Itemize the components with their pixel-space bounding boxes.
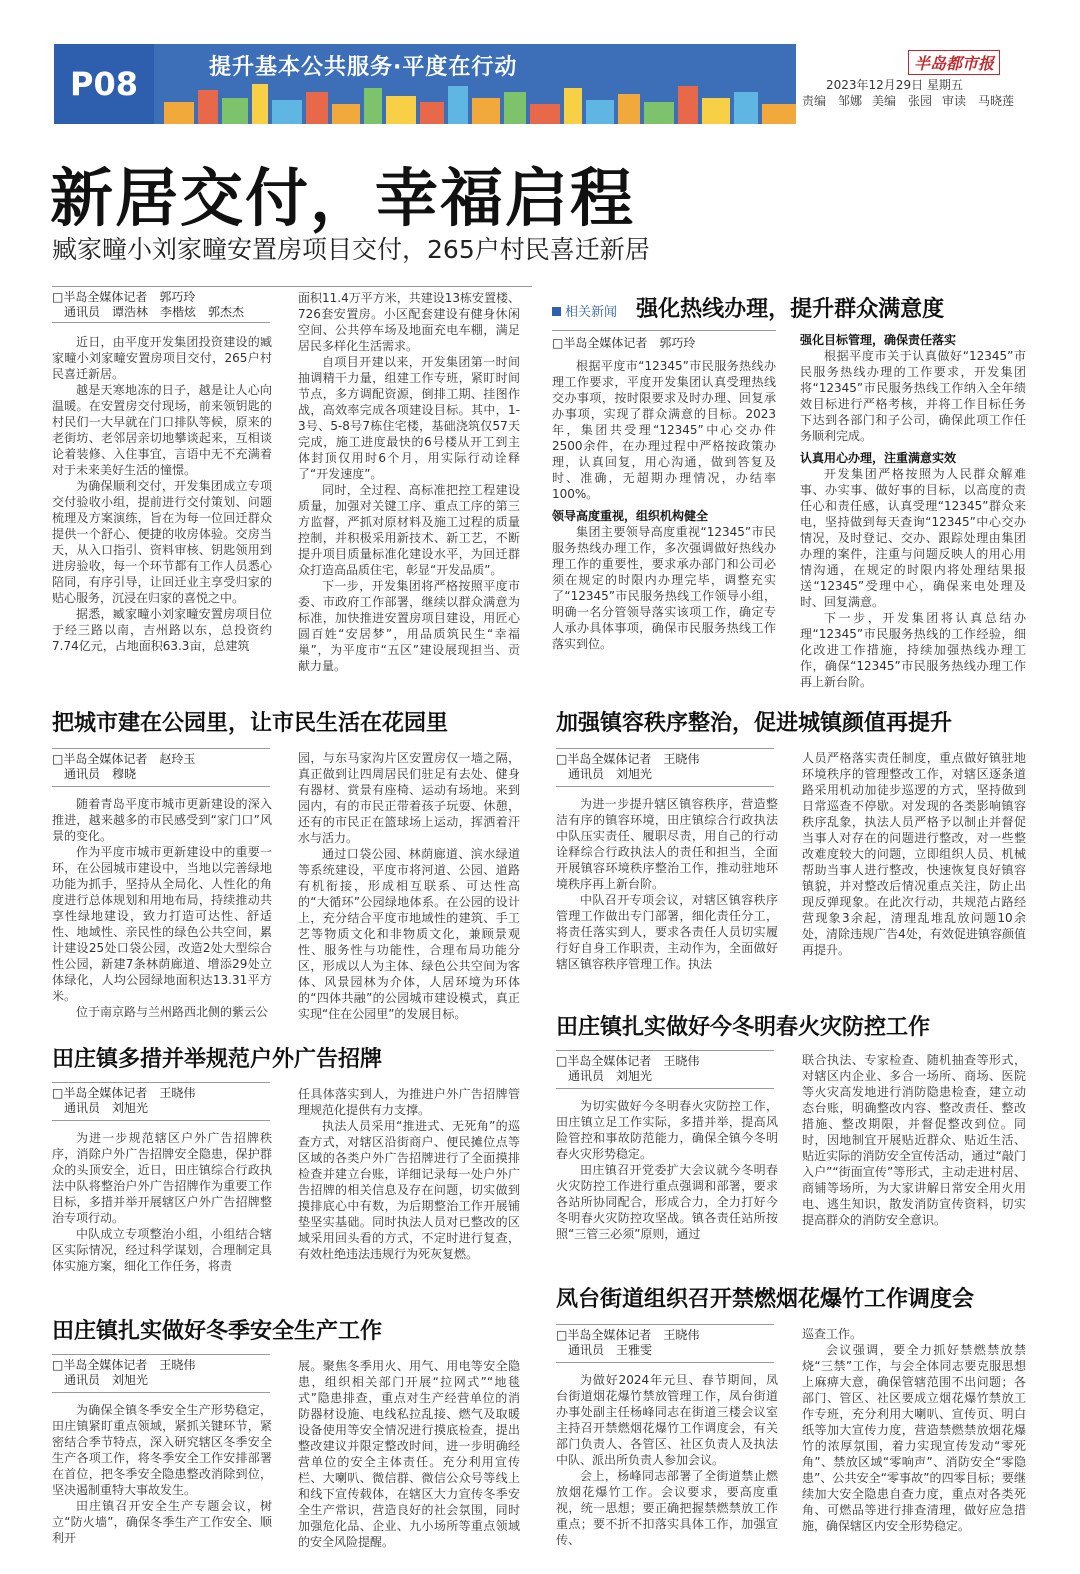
editor-credit: 责编 邹娜: [802, 94, 863, 108]
paragraph: 为确保全镇冬季安全生产形势稳定，田庄镇紧盯重点领域，紧抓关键环节，紧密结合季节特点，深入研究辖区冬季安全生产各项工作，将冬季安全工作安排部署在首位，把冬季安全隐患整改消除到位，坚决遏制重特大事故发生。: [52, 1403, 272, 1497]
ads-headline: 田庄镇多措并举规范户外广告招牌: [52, 1047, 383, 1072]
divider: [552, 330, 776, 331]
ads-column-1: [52, 1130, 272, 1282]
paragraph: 为确保顺利交付，开发集团成立专项交付验收小组，提前进行交付策划、问题梳理及方案演练，旨在为每一位回迁群众提供一个舒心、便捷的收房体验。交房当天，从入口指引、资料审核、钥匙领用到进房验收，每一个环节都有工作人员悉心陪同，有序引导，让回迁业主享受归家的贴心服务，沉浸在归家的喜悦之中。: [52, 479, 272, 605]
order-column-2: [802, 750, 1026, 976]
divider: [556, 748, 774, 749]
park-headline: 把城市建在公园里，让市民生活在花园里: [52, 711, 449, 736]
divider: [556, 1362, 774, 1363]
divider: [52, 748, 270, 749]
fireworks-column-1: [556, 1372, 778, 1564]
paragraph: 越是天寒地冻的日子，越是让人心向温暖。在安置房交付现场，前来领钥匙的村民们一大早就在门口排队等候，原来的老街坊、老邻居亲切地攀谈起来，互相谈论着装修、入住事宜，言语中无不充满着对于未来美好生活的憧憬。: [52, 383, 272, 477]
paragraph: 自项目开建以来，开发集团第一时间抽调精干力量，组建工作专班，紧盯时间节点，多方调配资源，倒排工期、挂图作战，高效率完成各项建设目标。其中，1-3号、5-8号7栋住宅楼，基础浇筑仅57天完成，施工进度最快的6号楼从开工到主体封顶仅用时6个月，用实际行动诠释了“开发速度”。: [298, 355, 520, 481]
fire-byline: □半岛全媒体记者 王晓伟 通讯员 刘旭光: [556, 1054, 700, 1083]
dateline: [826, 76, 963, 93]
fireworks-byline: □半岛全媒体记者 王晓伟 通讯员 王雅雯: [556, 1328, 700, 1357]
fire-headline: 田庄镇扎实做好今冬明春火灾防控工作: [556, 1015, 931, 1040]
divider: [52, 1392, 270, 1393]
paragraph: 巡查工作。: [802, 1327, 863, 1341]
paragraph: 集团主要领导高度重视“12345”市民服务热线办理工作，多次强调做好热线办理工作的重要性，要求承办部门和公司必须在规定的时限内办理完毕，调整充实了“12345”市民服务热线工作领导小组，明确一名分管领导落实该项工作，确定专人承办具体事项，确保市民服务热线工作落实到位。: [552, 525, 776, 651]
paragraph: 中队成立专项整治小组，小组结合辖区实际情况，经过科学谋划，合理制定具体实施方案，细化工作任务，将责: [52, 1227, 272, 1273]
paragraph: 作为平度市城市更新建设中的重要一环，在公园城市建设中，当地以完善绿地功能为抓手，坚持从全局化、人性化的角度进行总体规划和用地布局，持续推动共享性绿地建设，致力打造可达性、舒适性、地域性、亲民性的绿色公共空间，累计建设25处口袋公园，改造2处大型综合性公园，新建7条林荫廊道、增添29处立体绿化，人均公园绿地面积达13.31平方米。: [52, 845, 272, 1003]
divider: [52, 1354, 270, 1355]
divider: [556, 786, 774, 787]
paragraph: 据悉，臧家疃小刘家疃安置房项目位于经三路以南，吉州路以东，总投资约7.74亿元，占地面积63.3亩，总建筑: [52, 607, 272, 653]
masthead-logo: 半岛都市报: [908, 50, 1000, 75]
related-news-header: [552, 292, 944, 323]
safety-byline: □半岛全媒体记者 王晓伟 通讯员 刘旭光: [52, 1358, 196, 1387]
safety-headline: 田庄镇扎实做好冬季安全生产工作: [52, 1319, 383, 1344]
paragraph: 为切实做好今冬明春火灾防控工作，田庄镇立足工作实际，多措并举，提高风险管控和事故防范能力，确保全镇今冬明春火灾形势稳定。: [556, 1099, 778, 1161]
paragraph: 同时，全过程、高标准把控工程建设质量，加强对关键工序、重点工序的第三方监督，严抓对原材料及施工过程的质量控制，并积极采用新技术、新工艺，不断提升项目质量标准化建设水平，为回迁群众打造高品质住宅，彰显“开发品质”。: [298, 483, 520, 577]
paragraph: 为进一步规范辖区户外广告招牌秩序，消除户外广告招牌安全隐患，保护群众的头顶安全，近日，田庄镇综合行政执法中队将整治户外广告招牌作为重要工作目标，多措并举开展辖区户外广告招牌整治专项行动。: [52, 1131, 272, 1225]
order-byline: □半岛全媒体记者 王晓伟 通讯员 刘旭光: [556, 752, 700, 781]
park-byline: □半岛全媒体记者 赵玲玉 通讯员 穆晓: [52, 752, 196, 781]
page-number: P08: [54, 44, 154, 124]
paragraph: 中队召开专项会议，对辖区镇容秩序管理工作做出专门部署，细化责任分工，将责任落实到人，要求各责任人员切实履行好自身工作职责，主动作为，全面做好辖区镇容秩序管理工作。执法: [556, 893, 778, 971]
ads-column-2: [298, 1086, 520, 1282]
park-column-1: [52, 796, 272, 1019]
ads-byline: □半岛全媒体记者 王晓伟 通讯员 刘旭光: [52, 1086, 196, 1115]
paragraph: 位于南京路与兰州路西北侧的紫云公: [76, 1005, 269, 1019]
paragraph: 会上，杨峰同志部署了全街道禁止燃放烟花爆竹工作。会议要求，要高度重视，统一思想；要正确把握禁燃禁放工作重点；要不折不扣落实具体工作，加强宣传、: [556, 1469, 778, 1547]
paragraph: 面积11.4万平方米，共建设13栋安置楼、726套安置房。小区配套建设有健身休闲空间、公共停车场及地面充电车棚，满足居民多样化生活需求。: [298, 291, 520, 353]
lead-headline: 新居交付，幸福启程: [50, 162, 635, 235]
paragraph: 根据平度市关于认真做好“12345”市民服务热线办理的工作要求，开发集团将“12345”市民服务热线工作纳入全年绩效目标进行严格考核，并将工作目标任务下达到各部门和子公司，确保此项工作任务顺利完成。: [800, 349, 1026, 443]
divider: [52, 286, 532, 287]
paragraph: 随着青岛平度市城市更新建设的深入推进，越来越多的市民感受到“家门口”风景的变化。: [52, 797, 272, 843]
divider: [52, 786, 270, 787]
city-skyline-graphic: [164, 80, 796, 124]
order-headline: 加强镇容秩序整治，促进城镇颜值再提升: [556, 711, 953, 736]
editor-credits: [802, 92, 1024, 109]
divider: [52, 322, 270, 323]
lead-subheadline: 臧家疃小刘家疃安置房项目交付，265户村民喜迁新居: [52, 235, 650, 264]
paragraph: 联合执法、专家检查、随机抽查等形式，对辖区内企业、多合一场所、商场、医院等火灾高发地进行消防隐患检查，建立动态台账，明确整改内容、整改责任、整改措施、整改期限，并督促整改到位。同时，因地制宜开展贴近群众、贴近生活、贴近实际的消防安全宣传活动，通过“敲门入户”“街面宣传”等形式，主动走进村居、商铺等场所，为大家讲解日常安全用火用电、逃生知识，散发消防宣传资料，切实提高群众的消防安全意识。: [802, 1053, 1026, 1227]
lead-byline: □半岛全媒体记者 郭巧玲 通讯员 谭浩林 李楷炫 郭杰杰: [52, 290, 245, 319]
related-news-tag-label: 相关新闻: [565, 305, 618, 320]
safety-column-2: [298, 1358, 520, 1564]
paragraph: 近日，由平度开发集团投资建设的臧家疃小刘家疃安置房项目交付，265户村民喜迁新居。: [52, 335, 272, 381]
fire-column-1: [556, 1098, 778, 1252]
fireworks-column-2: [802, 1326, 1026, 1564]
paragraph: 根据平度市“12345”市民服务热线办理工作要求，平度开发集团认真受理热线交办事项，按时限要求及时办理、回复承办事项，实现了群众满意的目标。2023年，集团共受理“12345”中心交办件2500余件，在办理过程中严格按政策办理，认真回复，用心沟通，做到答复及时、准确，无超期办理情况，办结率100%。: [552, 359, 776, 501]
section-subheading: 认真用心办理，注重满意实效: [800, 451, 957, 465]
issue-date: 2023年12月29日: [826, 78, 924, 92]
paragraph: 下一步，开发集团将认真总结办理“12345”市民服务热线的工作经验，细化改进工作措施，持续加强热线办理工作，确保“12345”市民服务热线办理工作再上新台阶。: [800, 611, 1026, 689]
lead-column-2: [298, 290, 520, 673]
editor-credit: 审读 马晓莲: [942, 94, 1015, 108]
order-column-1: [556, 796, 778, 976]
related-news-tag: [552, 305, 617, 320]
paragraph: 会议强调，要全力抓好禁燃禁放禁烧“三禁”工作，与会全体同志要克服思想上麻痹大意，确保管辖范围不出问题；各部门、管区、社区要成立烟花爆竹禁放工作专班，充分利用大喇叭、宣传页、明白纸等加大宣传力度，营造禁燃禁放烟花爆竹的浓厚氛围，着力实现宣传发动“零死角”、禁放区域“零响声”、消防安全“零隐患”、公共安全“零事故”的四零目标；要继续加大安全隐患自查力度，重点对各类死角、可燃品等进行排查清理，做好应急措施，确保辖区内安全形势稳定。: [802, 1343, 1026, 1533]
related-column-2: [800, 332, 1026, 689]
lead-column-1: [52, 334, 272, 670]
section-subheading: 领导高度重视，组织机构健全: [552, 509, 709, 523]
paragraph: 通过口袋公园、林荫廊道、滨水绿道等系统建设，平度市将河道、公园、道路有机衔接，形成相互联系、可达性高的“大循环”公园绿地体系。在公园的设计上，充分结合平度市地域性的建筑、手工艺等物质文化和非物质文化，兼顾景观性、服务性与功能性，合理布局功能分区，形成以人为主体、绿色公共空间为客体、风景园林为介体，人居环境为环体的“四体共融”的公园城市建设模式，真正实现“住在公园里”的发展目标。: [298, 847, 520, 1021]
issue-weekday: 星期五: [926, 78, 963, 92]
paragraph: 为做好2024年元旦、春节期间，凤台街道烟花爆竹禁放管理工作，凤台街道办事处副主任杨峰同志在街道三楼会议室主持召开禁燃烟花爆竹工作调度会，有关部门负责人、各管区、社区负责人及执法中队、派出所负责人参加会议。: [556, 1373, 778, 1467]
paragraph: 任具体落实到人，为推进户外广告招牌管理规范化提供有力支撑。: [298, 1087, 520, 1117]
divider: [52, 1082, 270, 1083]
divider: [52, 1120, 270, 1121]
paragraph: 人员严格落实责任制度，重点做好镇驻地环境秩序的管理整改工作，对辖区逐条道路采用机动加徒步巡逻的方式，坚持做到日常巡查不停歇。对发现的各类影响镇容秩序乱象，执法人员严格予以制止并督促当事人对存在的问题进行整改，对一些整改难度较大的问题，立即组织人员、机械帮助当事人进行整改，快速恢复良好镇容镇貌，并对整改后情况重点关注，防止出现反弹现象。在此次行动，共规范占路经营现象3余起，清理乱堆乱放问题10余处，清除违规广告4处，有效促进镇容颜值再提升。: [802, 751, 1026, 957]
square-bullet-icon: [552, 307, 561, 316]
paragraph: 园，与东马家沟片区安置房仅一墙之隔，真正做到让四周居民们驻足有去处、健身有器材、赏景有座椅、运动有场地。来到园内，有的市民正带着孩子玩耍、休憩，还有的市民正在篮球场上运动，挥洒着汗水与活力。: [298, 751, 520, 845]
fireworks-headline: 凤台街道组织召开禁燃烟花爆竹工作调度会: [556, 1287, 975, 1312]
related-headline: 强化热线办理，提升群众满意度: [636, 297, 945, 322]
paragraph: 执法人员采用“推进式、无死角”的巡查方式，对辖区沿街商户、便民摊位点等区域的各类户外广告招牌进行了全面摸排检查并建立台账，详细记录每一处户外广告招牌的相关信息及存在问题，切实做到摸排底心中有数，为后期整治工作开展铺垫坚实基础。同时执法人员对已整改的区域采用回头看的方式，不定时进行复查，有效杜绝违法违规行为死灰复燃。: [298, 1119, 520, 1261]
section-banner: [54, 44, 796, 124]
paragraph: 开发集团严格按照为人民群众解难事、办实事、做好事的目标，以高度的责任心和责任感，认真受理“12345”群众来电，坚持做到每天查询“12345”中心交办情况，及时登记、交办、跟踪处理由集团办理的案件，注重与问题反映人的用心用情沟通，在规定的时限内将处理结果报送“12345”受理中心，确保来电处理及时、回复满意。: [800, 467, 1026, 609]
paragraph: 为进一步提升辖区镇容秩序，营造整洁有序的镇容环境，田庄镇综合行政执法中队压实责任、履职尽责，用自己的行动诠释综合行政执法人的责任和担当，全面开展镇容环境秩序整治工作，推动驻地环境秩序再上新台阶。: [556, 797, 778, 891]
divider: [556, 1088, 774, 1089]
paragraph: 展。聚焦冬季用火、用气、用电等安全隐患，组织相关部门开展“拉网式”“地毯式”隐患排查，重点对生产经营单位的消防器材设施、电线私拉乱接、燃气及取暖设备使用等安全情况进行摸底检查，提出整改建议并限定整改时间，进一步明确经营单位的安全主体责任。充分利用宣传栏、大喇叭、微信群、微信公众号等线上和线下宣传载体，在辖区大力宣传冬季安全生产常识，营造良好的社会氛围，同时加强危化品、企业、九小场所等重点领域的安全风险提醒。: [298, 1359, 520, 1549]
divider: [556, 1324, 774, 1325]
related-byline: □半岛全媒体记者 郭巧玲: [552, 336, 696, 350]
paragraph: 下一步，开发集团将严格按照平度市委、市政府工作部署，继续以群众满意为标准，加快推进安置房项目建设，用匠心圆百姓“安居梦”，用品质筑民生“幸福巢”，为平度市“五区”建设展现担当、贡献力量。: [298, 579, 520, 673]
safety-column-1: [52, 1402, 272, 1564]
editor-credit: 美编 张园: [872, 94, 933, 108]
park-column-2: [298, 750, 520, 1021]
paragraph: 田庄镇召开党委扩大会议就今冬明春火灾防控工作进行重点强调和部署，要求各站所协同配合，形成合力，全力打好今冬明春火灾防控攻坚战。镇各责任站所按照“三管三必须”原则，通过: [556, 1163, 778, 1241]
divider: [556, 1050, 774, 1051]
section-subheading: 强化目标管理，确保责任落实: [800, 333, 957, 347]
paragraph: 田庄镇召开安全生产专题会议，树立“防火墙”，确保冬季生产工作安全、顺利开: [52, 1499, 272, 1545]
related-column-1: [552, 358, 776, 670]
fire-column-2: [802, 1052, 1026, 1252]
section-title: 提升基本公共服务·平度在行动: [209, 55, 518, 80]
